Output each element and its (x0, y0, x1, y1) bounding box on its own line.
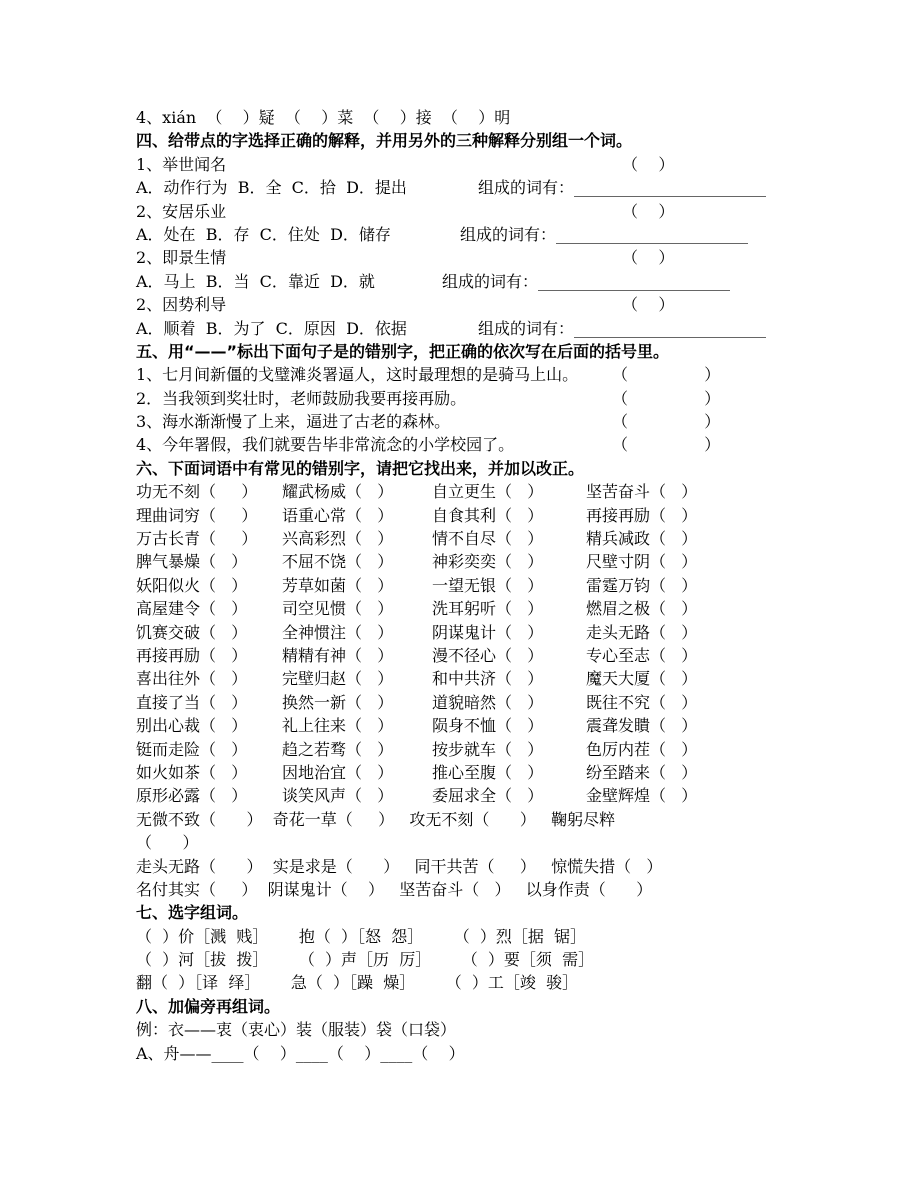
s4-item3-options: A．马上 B．当 C．靠近 D．就 (136, 271, 375, 291)
s6-cell: 漫不径心（ ） (432, 645, 544, 665)
s6-cell: 自食其利（ ） (432, 505, 544, 525)
s6-cell: 委屈求全（ ） (432, 786, 544, 806)
s5-sentence3 (136, 410, 796, 433)
s6-cell: 精精有神（ ） (282, 645, 394, 665)
s5-sentence1 (136, 363, 796, 386)
s6-cell: 推心至腹（ ） (432, 762, 544, 782)
s6-cell: 和中共济（ ） (432, 669, 544, 689)
s6-extra-line4: 名付其实（ ） 阴谋鬼计（ ） 坚苦奋斗（ ） 以身作责（ ） (136, 879, 653, 899)
s6-cell: 魔天大厦（ ） (586, 669, 698, 689)
s5-sentence4-text: 4、今年署假，我们就要告毕非常流念的小学校园了。 (136, 435, 515, 455)
s6-row (136, 527, 796, 550)
s6-cell: 燃眉之极（ ） (586, 599, 698, 619)
s6-cell: 不屈不饶（ ） (282, 552, 394, 572)
s6-row (136, 550, 796, 573)
s7-line3: 翻（ ）［译 绎］ 急（ ）［躁 燥］ （ ）工［竣 骏］ (136, 973, 579, 993)
s6-row (136, 597, 796, 620)
s6-cell: 耀武杨威（ ） (282, 482, 394, 502)
s6-cell: 纷至踏来（ ） (586, 762, 698, 782)
s6-cell: 妖阳似火（ ） (136, 575, 248, 595)
s6-cell: 芳草如菌（ ） (282, 575, 394, 595)
s6-cell: 尺壁寸阴（ ） (586, 552, 698, 572)
s6-cell: 情不自尽（ ） (432, 529, 544, 549)
s7-line1: （ ）价［溅 贱］ 抱（ ）［怒 怨］ （ ）烈［据 锯］ (136, 926, 587, 946)
s6-row (136, 738, 796, 761)
s4-item2-blank: （ ） (622, 201, 675, 221)
s6-cell: 饥赛交破（ ） (136, 622, 248, 642)
s4-item3-compose: 组成的词有：________________________ (442, 271, 731, 291)
s4-item4-options-line (136, 317, 796, 340)
s6-row (136, 714, 796, 737)
s6-cell: 万古长青（ ） (136, 529, 258, 549)
s5-sentence2 (136, 387, 796, 410)
s6-cell: 喜出往外（ ） (136, 669, 248, 689)
s6-cell: 脾气暴燥（ ） (136, 552, 248, 572)
s6-cell: 完壁归赵（ ） (282, 669, 394, 689)
s6-cell: 专心至志（ ） (586, 645, 698, 665)
s5-sentence4-blank: （ ） (612, 435, 721, 455)
s4-item3-blank: （ ） (622, 248, 675, 268)
s6-cell: 神彩奕奕（ ） (432, 552, 544, 572)
s4-item3-options-line (136, 270, 796, 293)
s6-row (136, 644, 796, 667)
s6-cell: 理曲词穷（ ） (136, 505, 258, 525)
s6-cell: 坚苦奋斗（ ） (586, 482, 698, 502)
s6-cell: 直接了当（ ） (136, 692, 248, 712)
s5-sentence2-text: 2．当我领到奖壮时，老师鼓励我要再接再励。 (136, 388, 467, 408)
s4-item1-word-line (136, 153, 796, 176)
s5-sentence1-blank: （ ） (612, 365, 721, 385)
s6-cell: 趋之若骛（ ） (282, 739, 394, 759)
s6-row (136, 691, 796, 714)
s4-item1-blank: （ ） (622, 154, 675, 174)
s6-cell: 道貌暗然（ ） (432, 692, 544, 712)
s4-item2-options-line (136, 223, 796, 246)
s6-cell: 一望无银（ ） (432, 575, 544, 595)
section8-heading: 八、加偏旁再组词。 (136, 996, 281, 1016)
s6-row (136, 504, 796, 527)
s6-cell: 因地治宜（ ） (282, 762, 394, 782)
s4-item2-word: 2、安居乐业 (136, 201, 227, 221)
s6-cell: 铤而走险（ ） (136, 739, 248, 759)
worksheet-page (136, 106, 796, 1065)
s4-item4-word: 2、因势利导 (136, 295, 227, 315)
q3-line4: 4、xián （ ）疑 （ ）菜 （ ）接 （ ）明 (136, 108, 511, 127)
s4-item4-options: A．顺着 B．为了 C．原因 D．依据 (136, 318, 407, 338)
s5-sentence3-blank: （ ） (612, 412, 721, 432)
s6-cell: 全神惯注（ ） (282, 622, 394, 642)
section7-heading: 七、选字组词。 (136, 903, 249, 923)
s4-item2-compose: 组成的词有：________________________ (460, 224, 749, 244)
s6-row (136, 480, 796, 503)
section4-heading: 四、给带点的字选择正确的解释，并用另外的三种解释分别组一个词。 (136, 131, 633, 151)
s6-extra-line3: 走头无路（ ） 实是求是（ ） 同干共苦（ ） 惊慌失措（ ） (136, 856, 663, 876)
s6-cell: 别出心裁（ ） (136, 716, 248, 736)
s6-row (136, 621, 796, 644)
s6-cell: 原形必露（ ） (136, 786, 248, 806)
s4-item4-compose: 组成的词有：________________________ (478, 318, 767, 338)
s4-item2-options: A．处在 B．存 C．住处 D．储存 (136, 224, 391, 244)
s6-row (136, 574, 796, 597)
s5-sentence2-blank: （ ） (612, 388, 721, 408)
s4-item3-word: 2、即景生情 (136, 248, 227, 268)
s6-cell: 换然一新（ ） (282, 692, 394, 712)
s6-cell: 谈笑风声（ ） (282, 786, 394, 806)
s6-cell: 高屋建令（ ） (136, 599, 248, 619)
s4-item2-word-line (136, 200, 796, 223)
s6-cell: 功无不刻（ ） (136, 482, 258, 502)
s6-cell: 如火如茶（ ） (136, 762, 248, 782)
s6-row (136, 784, 796, 807)
s7-line2: （ ）河［拔 拨］ （ ）声［历 厉］ （ ）要［须 需］ (136, 950, 595, 970)
s4-item1-options: A．动作行为 B．全 C．拾 D．提出 (136, 178, 407, 198)
s6-row (136, 761, 796, 784)
s6-extra-line1: 无微不致（ ） 奇花一草（ ） 攻无不刻（ ） 鞠躬尽粹 (136, 809, 616, 829)
s4-item1-word: 1、举世闻名 (136, 154, 227, 174)
s4-item4-word-line (136, 293, 796, 316)
s6-cell: 既往不究（ ） (586, 692, 698, 712)
s6-cell: 洗耳躬听（ ） (432, 599, 544, 619)
s6-cell: 再接再励（ ） (586, 505, 698, 525)
s6-cell: 司空见惯（ ） (282, 599, 394, 619)
section6-heading: 六、下面词语中有常见的错别字，请把它找出来，并加以改正。 (136, 458, 585, 478)
section5-heading: 五、用“——”标出下面句子是的错别字，把正确的依次写在后面的括号里。 (136, 341, 670, 361)
s4-item4-blank: （ ） (622, 295, 675, 315)
s5-sentence3-text: 3、海水渐渐慢了上来，逼进了古老的森林。 (136, 412, 451, 432)
s6-cell: 色厉内茬（ ） (586, 739, 698, 759)
s6-cell: 金壁辉煌（ ） (586, 786, 698, 806)
s8-line: A、舟——____（ ）____（ ）____（ ） (136, 1043, 465, 1063)
s5-sentence1-text: 1、七月间新僵的戈璧滩炎署逼人，这时最理想的是骑马上山。 (136, 365, 579, 385)
s6-extra-line2: （ ） (136, 833, 199, 853)
s4-item1-options-line (136, 176, 796, 199)
s6-cell: 精兵减政（ ） (586, 529, 698, 549)
s4-item1-compose: 组成的词有：________________________ (478, 178, 767, 198)
s6-cell: 震聋发瞶（ ） (586, 716, 698, 736)
s6-cell: 陨身不恤（ ） (432, 716, 544, 736)
s6-cell: 自立更生（ ） (432, 482, 544, 502)
s4-item3-word-line (136, 246, 796, 269)
s6-cell: 礼上往来（ ） (282, 716, 394, 736)
s6-cell: 走头无路（ ） (586, 622, 698, 642)
s6-cell: 兴高彩烈（ ） (282, 529, 394, 549)
s6-cell: 按步就车（ ） (432, 739, 544, 759)
s8-example: 例：衣——衷（衷心）装（服装）袋（口袋） (136, 1020, 457, 1040)
s6-row (136, 667, 796, 690)
s6-cell: 阴谋鬼计（ ） (432, 622, 544, 642)
s5-sentence4 (136, 433, 796, 456)
s6-cell: 再接再励（ ） (136, 645, 248, 665)
s6-cell: 语重心常（ ） (282, 505, 394, 525)
s6-cell: 雷霆万钧（ ） (586, 575, 698, 595)
